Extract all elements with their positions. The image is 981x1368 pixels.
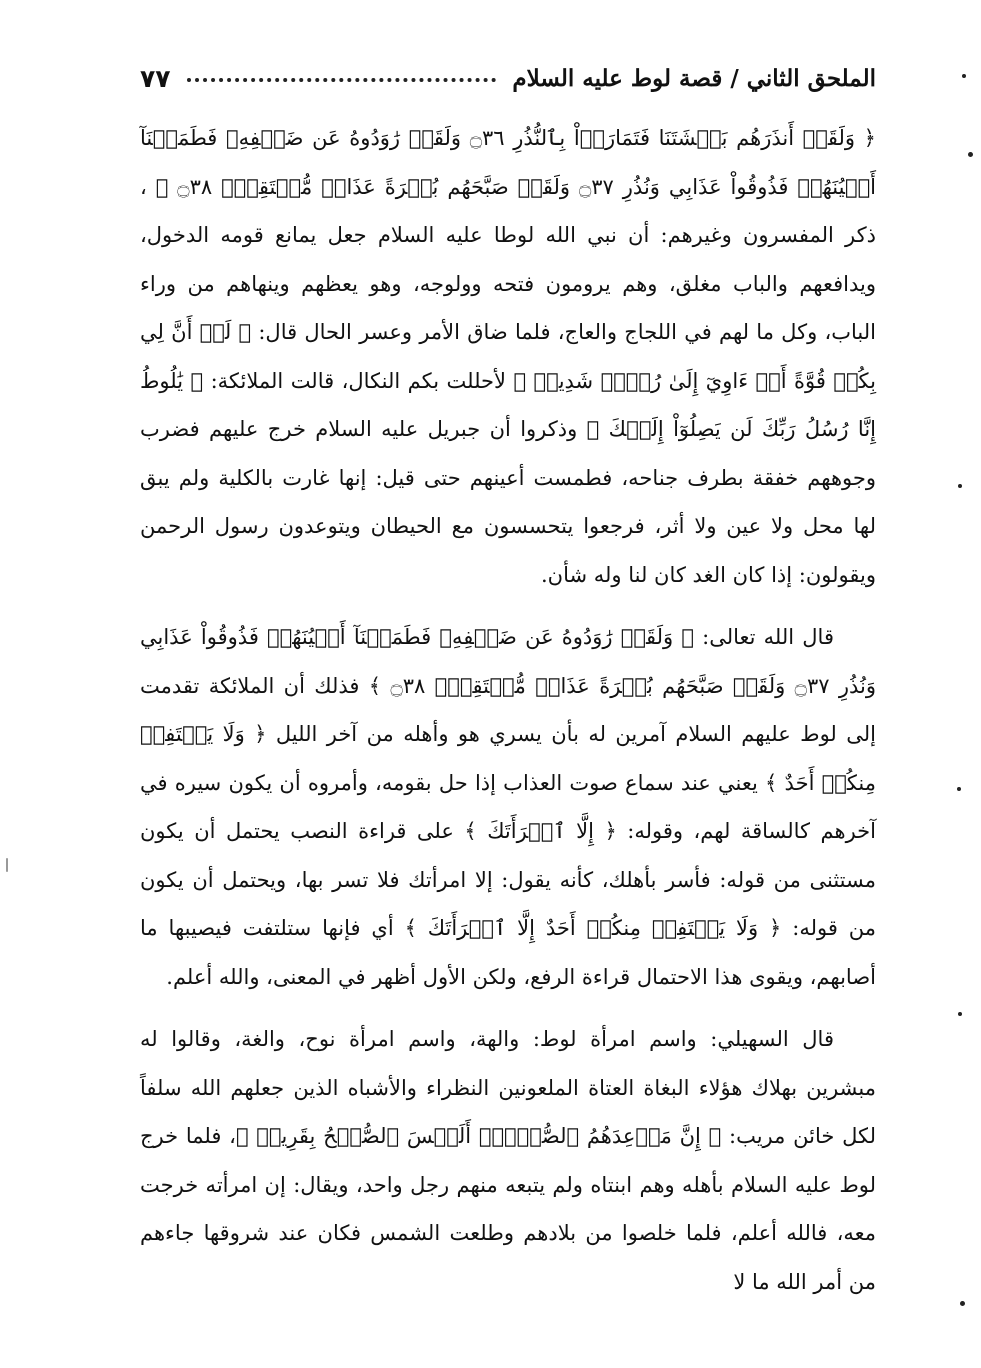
page-body bbox=[140, 114, 876, 1306]
running-header-title: الملحق الثاني / قصة لوط عليه السلام bbox=[512, 64, 876, 92]
scan-speck bbox=[958, 1012, 962, 1016]
scan-speck bbox=[957, 787, 961, 791]
scan-speck bbox=[962, 74, 966, 78]
scan-speck bbox=[960, 1301, 965, 1306]
running-header bbox=[140, 58, 876, 98]
paragraph-1: ﴿ وَلَقَدۡ أَنذَرَهُم بَطۡشَتَنَا فَتَمَارَوۡاْ بِٱلنُّذُرِ ۝٣٦ وَلَقَدۡ رَٰوَدُوهُ عَن ضَيۡفِهِۦ فَطَمَسۡنَآ أَعۡيُنَهُمۡ فَذُوقُواْ عَذَابِي وَنُذُرِ ۝٣٧ وَلَقَدۡ صَبَّحَهُم بُكۡرَةً عَذَابٞ مُّسۡتَقِرّٞ ۝٣٨ ﴾ ، ذكر المفسرون وغيرهم: أن نبي الله لوطا عليه السلام جعل يمانع قومه الدخول، ويدافعهم والباب مغلق، وهم يرومون فتحه وولوجه، وهو يعظهم وينهاهم من وراء الباب، وكل ما لهم في اللجاج والعاج، فلما ضاق الأمر وعسر الحال قال: ﴿ لَوۡ أَنَّ لِي بِكُمۡ قُوَّةً أَوۡ ءَاوِيٓ إِلَىٰ رُكۡنٖ شَدِيدٖ ﴾ لأحللت بكم النكال، قالت الملائكة: ﴿ يَٰلُوطُ إِنَّا رُسُلُ رَبِّكَ لَن يَصِلُوٓاْ إِلَيۡكَ ﴾ وذكروا أن جبريل عليه السلام خرج عليهم فضرب وجوههم خفقة بطرف جناحه، فطمست أعينهم حتى قيل: إنها غارت بالكلية ولم يبق لها محل ولا عين ولا أثر، فرجعوا يتحسسون مع الحيطان ويتوعدون رسول الرحمن ويقولون: إذا كان الغد كان لنا وله شأن. bbox=[140, 126, 877, 587]
page-number: ٧٧ bbox=[140, 63, 171, 93]
scan-speck bbox=[958, 484, 962, 488]
paragraph-2: قال الله تعالى: ﴿ وَلَقَدۡ رَٰوَدُوهُ عَن ضَيۡفِهِۦ فَطَمَسۡنَآ أَعۡيُنَهُمۡ فَذُوقُواْ عَذَابِي وَنُذُرِ ۝٣٧ وَلَقَدۡ صَبَّحَهُم بُكۡرَةً عَذَابٞ مُّسۡتَقِرّٞ ۝٣٨ ﴾ فذلك أن الملائكة تقدمت إلى لوط عليهم السلام آمرين له بأن يسري هو وأهله من آخر الليل ﴿ وَلَا يَلۡتَفِتۡ مِنكُمۡ أَحَدٌ ﴾ يعني عند سماع صوت العذاب إذا حل بقومه، وأمروه أن يكون سيره في آخرهم كالساقة لهم، وقوله: ﴿ إِلَّا ٱمۡرَأَتَكَ ﴾ على قراءة النصب يحتمل أن يكون مستثنى من قوله: فأسر بأهلك، كأنه يقول: إلا امرأتك فلا تسر بها، ويحتمل أن يكون من قوله: ﴿ وَلَا يَلۡتَفِتۡ مِنكُمۡ أَحَدٌ إِلَّا ٱمۡرَأَتَكَ ﴾ أي فإنها ستلتفت فيصيبها ما أصابهم، ويقوى هذا الاحتمال قراءة الرفع، ولكن الأول أظهر في المعنى، والله أعلم. bbox=[140, 625, 877, 989]
header-dotted-rule bbox=[187, 78, 497, 82]
paragraph-3: قال السهيلي: واسم امرأة لوط: والهة، واسم امرأة نوح، والغة، وقالوا له مبشرين بهلاك هؤلاء البغاة العتاة الملعونين النظراء والأشباه الذين جعلهم الله سلفاً لكل خائن مريب: ﴿ إِنَّ مَوۡعِدَهُمُ ٱلصُّبۡحُۚ أَلَيۡسَ ٱلصُّبۡحُ بِقَرِيبٖ ﴾، فلما خرج لوط عليه السلام بأهله وهم ابنتاه ولم يتبعه منهم رجل واحد، ويقال: إن امرأته خرجت معه، فالله أعلم، فلما خلصوا من بلادهم وطلعت الشمس فكان عند شروقها جاءهم من أمر الله ما لا bbox=[140, 1027, 876, 1294]
scan-speck bbox=[6, 858, 8, 872]
scan-speck bbox=[968, 152, 973, 157]
